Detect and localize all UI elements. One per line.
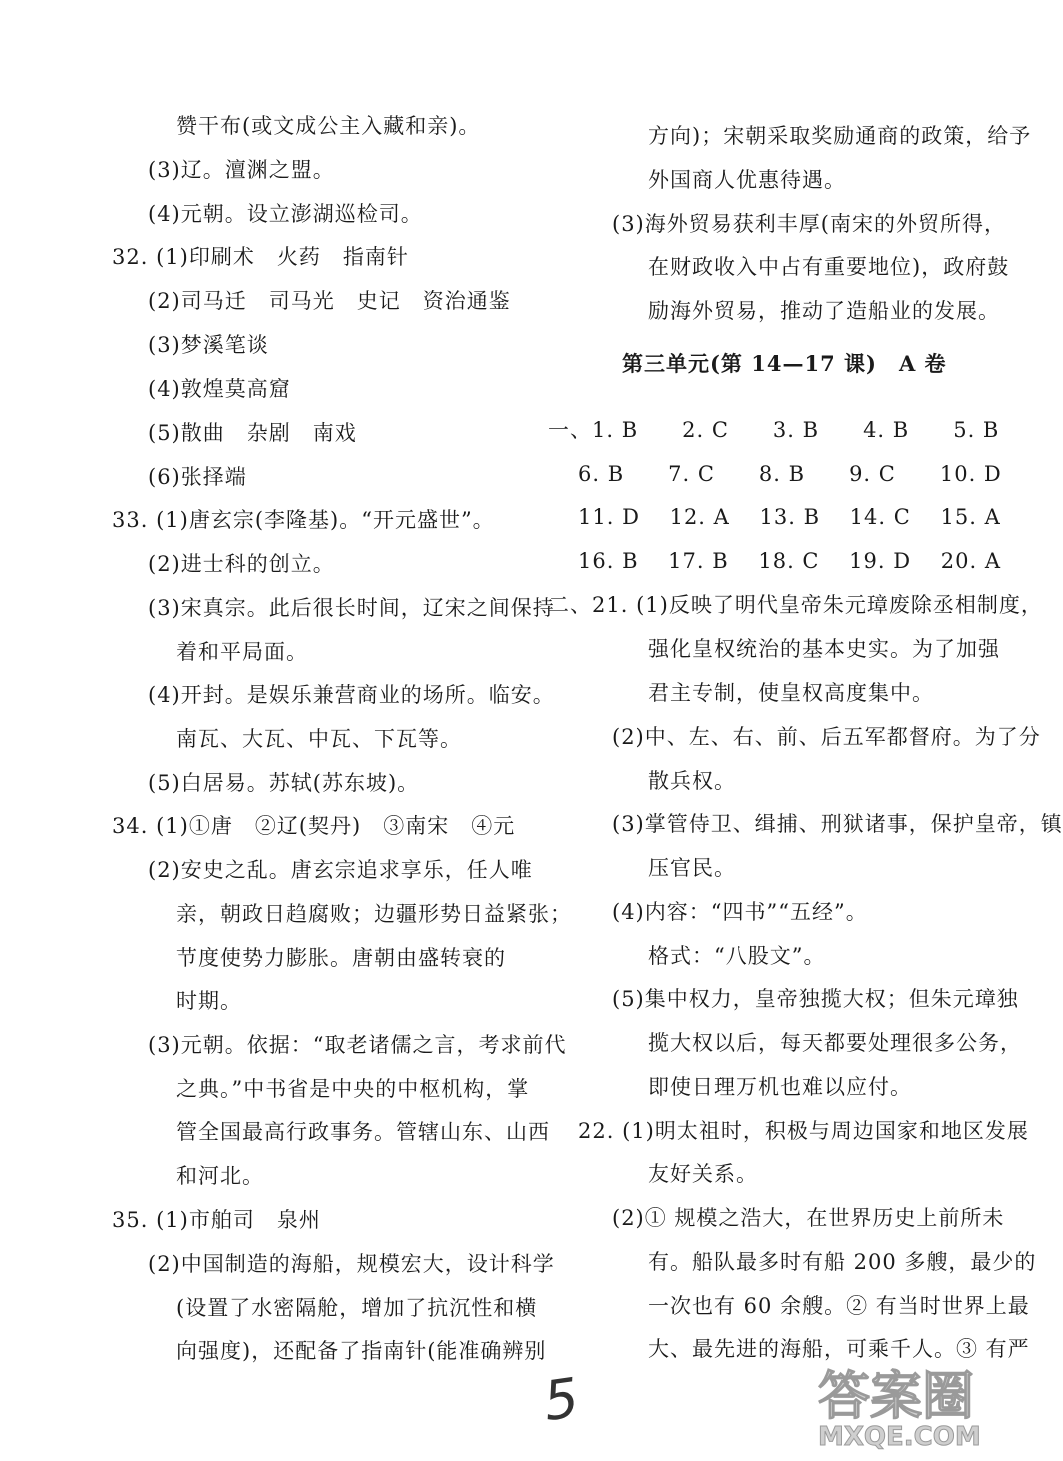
watermark-url: MXQE.COM [818, 1422, 981, 1452]
answer-line: 亲，朝政日趋腐败；边疆形势日益紧张； [176, 902, 572, 926]
answer-line: (4)敦煌莫高窟 [148, 377, 291, 401]
answer-line: (4)元朝。设立澎湖巡检司。 [148, 202, 423, 226]
question-line: 二、21. (1)反映了明代皇帝朱元璋废除丞相制度， [548, 593, 1043, 617]
answer-line: 着和平局面。 [176, 640, 308, 664]
answer-line: 赞干布(或文成公主入藏和亲)。 [176, 114, 481, 138]
answer-line: (3)辽。澶渊之盟。 [148, 158, 335, 182]
choice-answers-row: 6. B 7. C 8. B 9. C 10. D [578, 462, 1002, 486]
answer-line: (2)司马迁 司马光 史记 资治通鉴 [148, 289, 511, 313]
choice-answers-row: 一、1. B 2. C 3. B 4. B 5. B [548, 418, 1000, 442]
answer-line: 之典。”中书省是中央的中枢机构，掌 [176, 1077, 530, 1101]
question-line: 32. (1)印刷术 火药 指南针 [112, 245, 409, 269]
answer-line: 君主专制，使皇权高度集中。 [648, 681, 934, 705]
answer-line: 外国商人优惠待遇。 [648, 168, 846, 192]
answer-line: 即使日理万机也难以应付。 [648, 1075, 912, 1099]
answer-line: 友好关系。 [648, 1162, 758, 1186]
answer-line: (4)开封。是娱乐兼营商业的场所。临安。 [148, 683, 555, 707]
answer-line: (3)梦溪笔谈 [148, 333, 269, 357]
question-line: 22. (1)明太祖时，积极与周边国家和地区发展 [578, 1119, 1029, 1143]
answer-line: 时期。 [176, 989, 242, 1013]
answer-line: 有。船队最多时有船 200 多艘，最少的 [648, 1250, 1037, 1274]
section-heading: 第三单元(第 14—17 课) A 卷 [622, 351, 947, 376]
watermark-logo [818, 1352, 998, 1457]
answer-line: (2)中国制造的海船，规模宏大，设计科学 [148, 1252, 555, 1276]
answer-line: 大、最先进的海船，可乘千人。③ 有严 [648, 1337, 1030, 1361]
answer-line: 和河北。 [176, 1164, 264, 1188]
answer-line: (2)① 规模之浩大，在世界历史上前所未 [612, 1206, 1005, 1230]
answer-line: (2)安史之乱。唐玄宗追求享乐，任人唯 [148, 858, 533, 882]
answer-line: 节度使势力膨胀。唐朝由盛转衰的 [176, 946, 506, 970]
answer-line: 一次也有 60 余艘。② 有当时世界上最 [648, 1294, 1030, 1318]
answer-line: 强化皇权统治的基本史实。为了加强 [648, 637, 1000, 661]
page-number: 5 [539, 1365, 583, 1434]
question-line: 35. (1)市舶司 泉州 [112, 1208, 321, 1232]
answer-line: (5)白居易。苏轼(苏东坡)。 [148, 771, 420, 795]
answer-line: (4)内容：“四书”“五经”。 [612, 900, 868, 924]
choice-answers-row: 11. D 12. A 13. B 14. C 15. A [578, 505, 1001, 529]
answer-line: (3)海外贸易获利丰厚(南宋的外贸所得， [612, 212, 1006, 236]
answer-line: (5)散曲 杂剧 南戏 [148, 421, 357, 445]
answer-line: (3)掌管侍卫、缉捕、刑狱诸事，保护皇帝，镇 [612, 812, 1063, 836]
question-line: 34. (1)①唐 ②辽(契丹) ③南宋 ④元 [112, 814, 516, 838]
answer-line: (3)元朝。依据：“取老诸儒之言，考求前代 [148, 1033, 567, 1057]
answer-line: 方向)；宋朝采取奖励通商的政策，给予 [648, 124, 1032, 148]
answer-line: (2)中、左、右、前、后五军都督府。为了分 [612, 725, 1041, 749]
answer-line: (3)宋真宗。此后很长时间，辽宋之间保持 [148, 596, 555, 620]
choice-answers-row: 16. B 17. B 18. C 19. D 20. A [578, 549, 1001, 573]
answer-line: (设置了水密隔舱，增加了抗沉性和横 [176, 1296, 538, 1320]
answer-line: 向强度)，还配备了指南针(能准确辨别 [176, 1339, 547, 1363]
answer-line: 南瓦、大瓦、中瓦、下瓦等。 [176, 727, 462, 751]
answer-line: 管全国最高行政事务。管辖山东、山西 [176, 1120, 550, 1144]
answer-line: 揽大权以后，每天都要处理很多公务， [648, 1031, 1022, 1055]
answer-line: 格式：“八股文”。 [648, 944, 826, 968]
answer-line: 压官民。 [648, 856, 736, 880]
answer-line: (2)进士科的创立。 [148, 552, 335, 576]
answer-line: (5)集中权力，皇帝独揽大权；但朱元璋独 [612, 987, 1019, 1011]
question-line: 33. (1)唐玄宗(李隆基)。“开元盛世”。 [112, 508, 495, 532]
answer-line: 在财政收入中占有重要地位)，政府鼓 [648, 255, 1010, 279]
answer-line: (6)张择端 [148, 465, 247, 489]
answer-line: 散兵权。 [648, 769, 736, 793]
answer-line: 励海外贸易，推动了造船业的发展。 [648, 299, 1000, 323]
watermark-logo-text: 答案圈 [818, 1367, 975, 1427]
